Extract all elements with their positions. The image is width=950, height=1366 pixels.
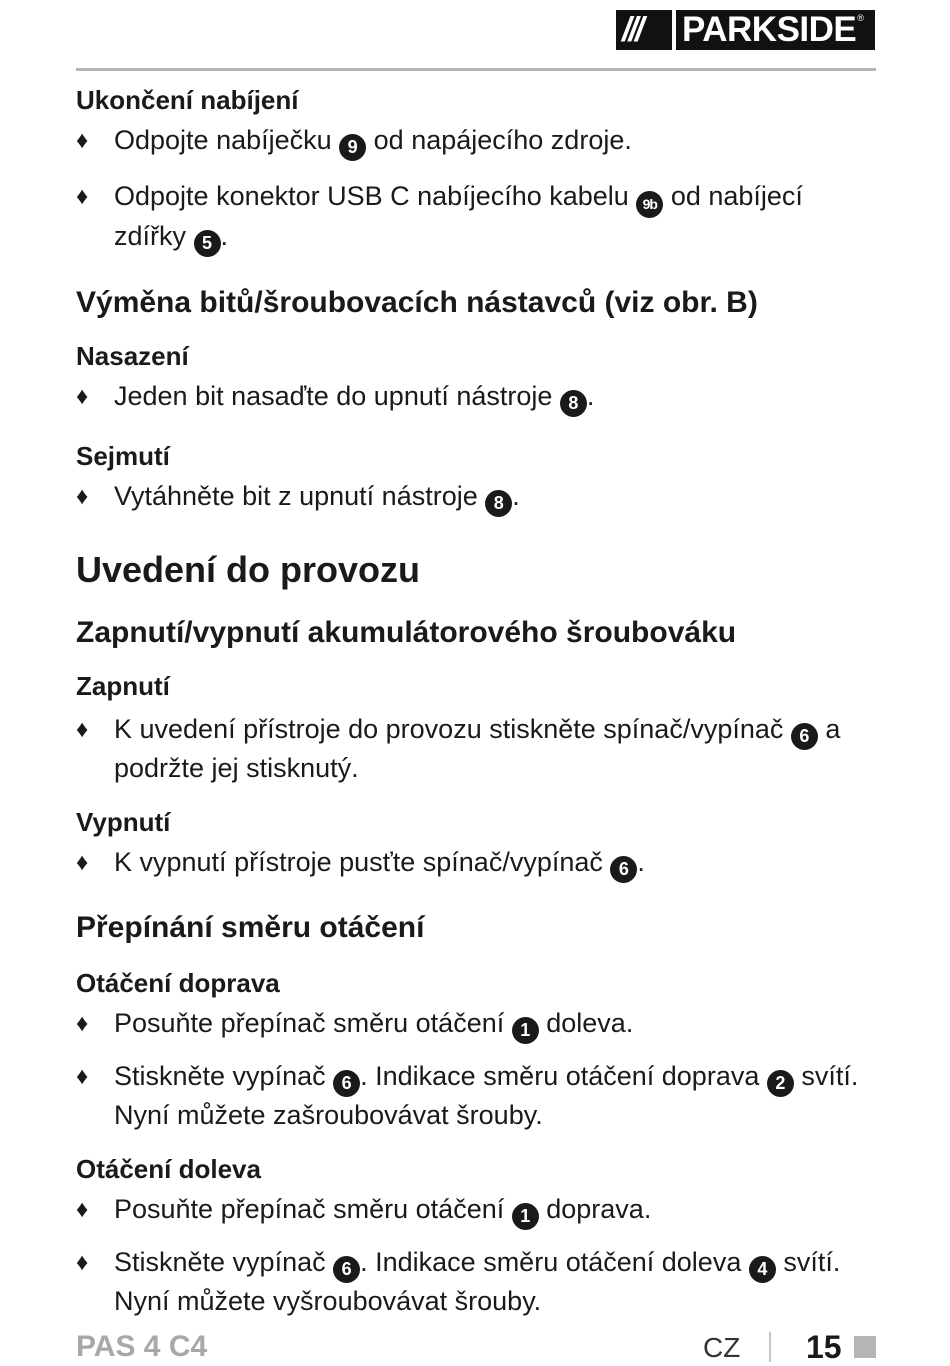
page-number: 15 <box>806 1329 842 1365</box>
callout-number: 8 <box>485 490 512 517</box>
bullet-icon: ♦ <box>76 1196 89 1223</box>
remove-heading: Sejmutí <box>76 441 170 471</box>
bullet-icon: ♦ <box>76 849 89 876</box>
list-item: ♦ K vypnutí přístroje pusťte spínač/vypínač 6 . <box>76 844 876 883</box>
callout-number: 6 <box>610 856 637 883</box>
language-code: CZ <box>703 1332 741 1363</box>
callout-number: 9 <box>339 134 366 161</box>
bit-change-heading: Výměna bitů/šroubovacích nástavců (viz obr. B) <box>76 286 758 319</box>
left-rotation-heading: Otáčení doleva <box>76 1154 261 1184</box>
bullet-icon: ♦ <box>76 1010 89 1037</box>
bullet-icon: ♦ <box>76 1249 89 1276</box>
bullet-icon: ♦ <box>76 716 89 743</box>
page-marker-square <box>854 1336 876 1358</box>
switch-heading: Zapnutí/vypnutí akumulátorového šroubováku <box>76 616 737 649</box>
list-item: ♦ Odpojte nabíječku 9 od napájecího zdroje. <box>76 122 876 161</box>
list-item: ♦ Jeden bit nasaďte do upnutí nástroje 8 . <box>76 378 876 417</box>
bullet-icon: ♦ <box>76 1063 89 1090</box>
page-content <box>76 80 876 1320</box>
list-item: ♦ Posuňte přepínač směru otáčení 1 doleva. <box>76 1005 876 1044</box>
on-heading: Zapnutí <box>76 671 170 701</box>
list-item: ♦ Stiskněte vypínač 6 . Indikace směru otáčení doleva 4 svítí. Nyní můžete vyšroubovávat šrouby. <box>76 1244 876 1320</box>
operation-heading: Uvedení do provozu <box>76 549 421 590</box>
list-item: ♦ Vytáhněte bit z upnutí nástroje 8 . <box>76 478 876 517</box>
callout-number: 1 <box>512 1017 539 1044</box>
list-item: ♦ K uvedení přístroje do provozu stiskněte spínač/vypínač 6 a podržte jej stisknutý. <box>76 711 876 787</box>
footer-divider <box>769 1332 771 1362</box>
callout-number: 2 <box>767 1070 794 1097</box>
direction-heading: Přepínání směru otáčení <box>76 911 425 944</box>
logo-text: PARKSIDE <box>682 10 857 49</box>
end-charging-heading: Ukončení nabíjení <box>76 85 299 115</box>
callout-number: 5 <box>194 230 221 257</box>
insert-heading: Nasazení <box>76 341 189 371</box>
bullet-icon: ♦ <box>76 383 89 410</box>
header-rule <box>76 68 876 71</box>
right-rotation-heading: Otáčení doprava <box>76 968 280 998</box>
callout-number: 9b <box>636 191 663 218</box>
parkside-logo <box>616 10 875 50</box>
page-footer <box>76 1326 876 1366</box>
bullet-icon: ♦ <box>76 183 89 210</box>
list-item: ♦ Odpojte konektor USB C nabíjecího kabelu 9b od nabíjecí zdířky 5 . <box>76 178 876 257</box>
list-item: ♦ Stiskněte vypínač 6 . Indikace směru otáčení doprava 2 svítí. Nyní můžete zašroubovávat šrouby. <box>76 1058 876 1134</box>
bullet-icon: ♦ <box>76 483 89 510</box>
logo-registered-mark: ® <box>857 13 864 23</box>
callout-number: 6 <box>333 1070 360 1097</box>
list-item: ♦ Posuňte přepínač směru otáčení 1 doprava. <box>76 1191 876 1230</box>
logo-slashes: /// <box>622 10 642 49</box>
callout-number: 8 <box>560 390 587 417</box>
callout-number: 6 <box>791 723 818 750</box>
bullet-icon: ♦ <box>76 127 89 154</box>
callout-number: 4 <box>749 1256 776 1283</box>
callout-number: 6 <box>333 1256 360 1283</box>
callout-number: 1 <box>512 1203 539 1230</box>
off-heading: Vypnutí <box>76 807 171 837</box>
logo-divider <box>672 10 676 50</box>
model-name: PAS 4 C4 <box>76 1330 208 1363</box>
